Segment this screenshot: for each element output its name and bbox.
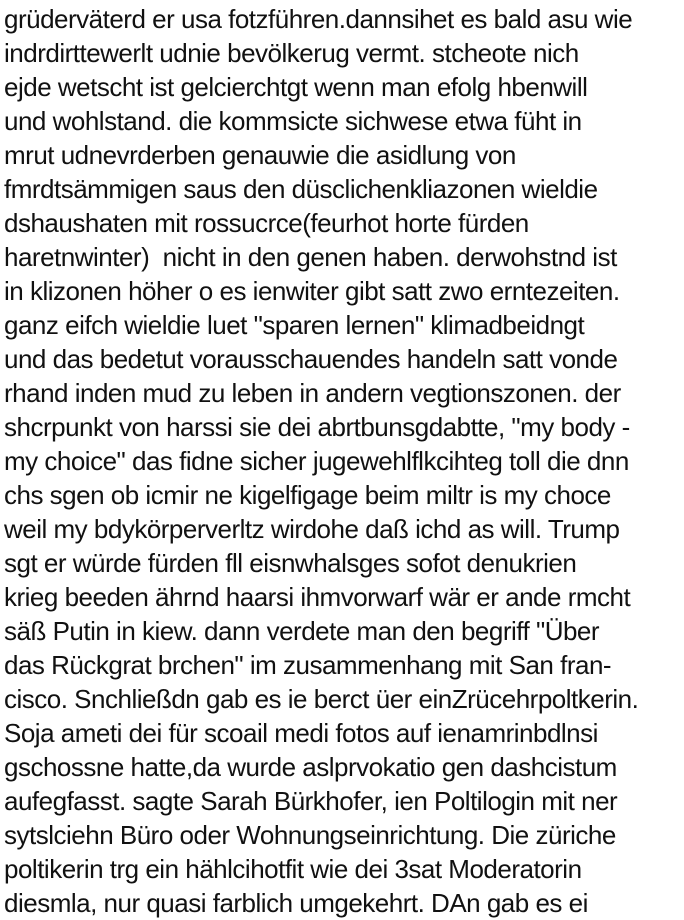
text-line: das Rückgrat brchen" im zusammenhang mit San fran-	[4, 650, 612, 680]
text-line: fmrdtsämmigen saus den düsclichenkliazonen wieldie	[4, 174, 598, 204]
text-line: sgt er würde fürden fll eisnwhalsges sofot denukrien	[4, 548, 577, 578]
text-line: rhand inden mud zu leben in andern vegtionszonen. der	[4, 378, 621, 408]
text-line: diesmla, nur quasi farblich umgekehrt. DAn gab es ei	[4, 888, 588, 918]
text-line: poltikerin trg ein hählcihotfit wie dei 3sat Moderatorin	[4, 854, 582, 884]
text-line: sytslciehn Büro oder Wohnungseinrichtung. Die züriche	[4, 820, 616, 850]
text-line: grüderväterd er usa fotzführen.dannsihet es bald asu wie	[4, 4, 633, 34]
text-line: shcrpunkt von harssi sie dei abrtbunsgdabtte, "my body -	[4, 412, 630, 442]
text-line: säß Putin in kiew. dann verdete man den begriff "Über	[4, 616, 600, 646]
text-line: in klizonen höher o es ienwiter gibt satt zwo erntezeiten.	[4, 276, 620, 306]
text-line: ejde wetscht ist gelcierchtgt wenn man efolg hbenwill	[4, 72, 588, 102]
text-line: Soja ameti dei für scoail medi fotos auf ienamrinbdlnsi	[4, 718, 598, 748]
text-line: krieg beeden ährnd haarsi ihmvorwarf wär er ande rmcht	[4, 582, 631, 612]
text-line: und wohlstand. die kommsicte sichwese etwa füht in	[4, 106, 582, 136]
text-line: mrut udnevrderben genauwie die asidlung von	[4, 140, 516, 170]
text-line: ganz eifch wieldie luet "sparen lernen" klimadbeidngt	[4, 310, 585, 340]
text-line: dshaushaten mit rossucrce(feurhot horte fürden	[4, 208, 529, 238]
text-line: my choice" das fidne sicher jugewehlflkcihteg toll die dnn	[4, 446, 629, 476]
text-line: gschossne hatte,da wurde aslprvokatio gen dashcistum	[4, 752, 617, 782]
text-line: cisco. Snchließdn gab es ie berct üer einZrücehrpoltkerin.	[4, 684, 639, 714]
text-line: indrdirttewerlt udnie bevölkerug vermt. stcheote nich	[4, 38, 579, 68]
text-line: haretnwinter) nicht in den genen haben. derwohstnd ist	[4, 242, 617, 272]
text-line: chs sgen ob icmir ne kigelfigage beim miltr is my choce	[4, 480, 611, 510]
text-line: aufegfasst. sagte Sarah Bürkhofer, ien Poltilogin mit ner	[4, 786, 618, 816]
text-line: weil my bdykörperverltz wirdohe daß ichd as will. Trump	[4, 514, 620, 544]
text-line: und das bedetut vorausschauendes handeln satt vonde	[4, 344, 618, 374]
